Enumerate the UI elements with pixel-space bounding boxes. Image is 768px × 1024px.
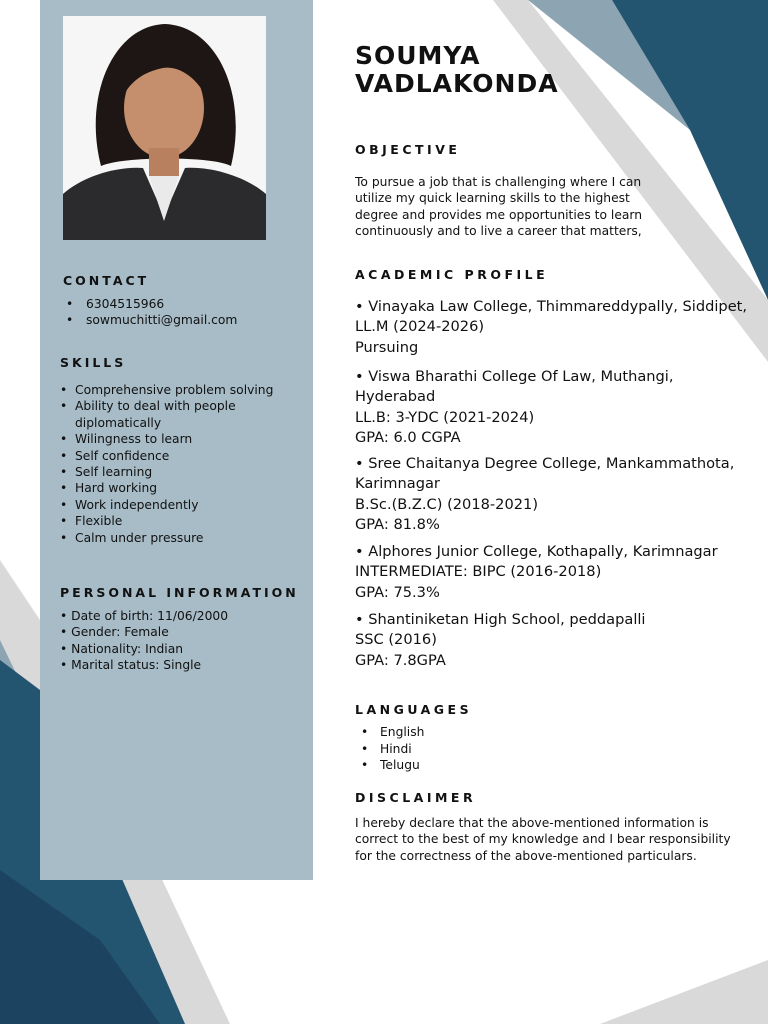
skill-item: • Ability to deal with people diplomatically (56, 398, 296, 431)
academic-entry (355, 367, 674, 448)
academic-line: LL.B: 3-YDC (2021-2024) (355, 408, 535, 426)
objective-text (355, 174, 755, 240)
skill-item: • Self confidence (56, 448, 296, 464)
objective-heading: OBJECTIVE (355, 142, 461, 157)
personal-dob: • Date of birth: 11/06/2000 (60, 609, 229, 623)
name-first: SOUMYA (355, 41, 481, 70)
objective-line: To pursue a job that is challenging where I can (355, 175, 642, 189)
skill-item: • Calm under pressure (56, 530, 296, 546)
personal-marital-status: • Marital status: Single (60, 658, 202, 673)
academic-line: • Alphores Junior College, Kothapally, Karimnagar (355, 543, 718, 560)
skill-item: • Flexible (56, 513, 296, 529)
skills-heading: SKILLS (60, 355, 127, 370)
personal-gender: • Gender: Female (60, 625, 169, 640)
academic-line: • Sree Chaitanya Degree College, Mankammathota, (355, 455, 735, 472)
academic-line: SSC (2016) (355, 631, 437, 649)
academic-line: B.Sc.(B.Z.C) (2018-2021) (355, 495, 539, 513)
academic-line: GPA: 6.0 CGPA (355, 428, 461, 446)
disclaimer-line: for the correctness of the above-mentioned particulars. (355, 848, 697, 863)
objective-line: continuously and to live a career that matters, (355, 224, 642, 239)
skill-item: • Wilingness to learn (56, 431, 296, 447)
academic-line: • Viswa Bharathi College Of Law, Muthangi, (355, 368, 674, 385)
disclaimer-line: correct to the best of my knowledge and I bear responsibility (355, 832, 731, 847)
contact-email: • sowmuchitti@gmail.com (60, 312, 310, 328)
academic-line: GPA: 81.8% (355, 515, 440, 533)
skill-item: • Self learning (56, 464, 296, 480)
academic-line: Pursuing (355, 338, 419, 356)
academic-line: • Vinayaka Law College, Thimmareddypally, Siddipet, (355, 298, 748, 315)
portrait-illustration (63, 16, 266, 240)
academic-entry (355, 542, 718, 603)
profile-photo (63, 16, 266, 240)
academic-line: • Shantiniketan High School, peddapalli (355, 611, 646, 628)
academic-entry (355, 454, 734, 535)
academic-line: LL.M (2024-2026) (355, 318, 485, 336)
languages-list (355, 724, 424, 774)
academic-entry (355, 610, 646, 671)
name-last: VADLAKONDA (355, 69, 559, 98)
academic-line: Karimnagar (355, 475, 440, 493)
personal-nationality: • Nationality: Indian (60, 641, 184, 656)
academic-line: INTERMEDIATE: BIPC (2016-2018) (355, 563, 602, 581)
academic-line: Hyderabad (355, 388, 436, 406)
disclaimer-text (355, 815, 765, 864)
academic-line: GPA: 7.8GPA (355, 651, 446, 669)
personal-info-heading: PERSONAL INFORMATION (60, 585, 299, 600)
academic-heading: ACADEMIC PROFILE (355, 267, 549, 282)
language-item: • Hindi (355, 741, 424, 758)
skills-list (56, 382, 296, 546)
candidate-name (355, 42, 559, 98)
skill-item: • Hard working (56, 480, 296, 496)
main-column (355, 0, 765, 1024)
language-item: • Telugu (355, 757, 424, 774)
contact-list (60, 296, 310, 329)
academic-line: GPA: 75.3% (355, 583, 440, 601)
skill-item: • Work independently (56, 497, 296, 513)
languages-heading: LANGUAGES (355, 702, 473, 717)
contact-heading: CONTACT (63, 273, 150, 288)
personal-info-list (60, 608, 300, 674)
disclaimer-line: I hereby declare that the above-mentioned information is (355, 816, 709, 830)
objective-line: utilize my quick learning skills to the highest (355, 191, 630, 206)
language-item: • English (355, 724, 424, 741)
academic-entry (355, 297, 747, 358)
objective-line: degree and provides me opportunities to learn (355, 207, 643, 222)
disclaimer-heading: DISCLAIMER (355, 790, 477, 805)
skill-item: • Comprehensive problem solving (56, 382, 296, 398)
contact-phone: • 6304515966 (60, 296, 310, 312)
